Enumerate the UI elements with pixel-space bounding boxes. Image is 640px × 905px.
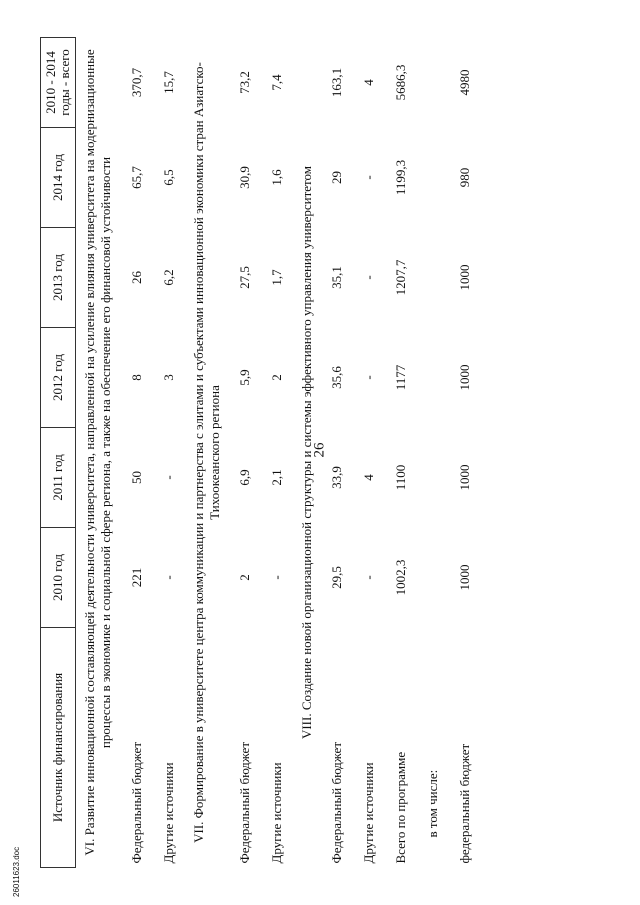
financing-table	[40, 37, 481, 868]
cell: 26	[128, 270, 144, 284]
row-label: Другие источники	[361, 761, 377, 863]
cell	[417, 227, 449, 327]
page-number: 26	[311, 442, 328, 458]
table-row	[417, 37, 449, 867]
cell: 29	[329, 170, 345, 184]
cell: 1,6	[269, 168, 284, 186]
cell: 6,5	[160, 168, 176, 186]
cell: -	[361, 174, 377, 180]
cell: 1000	[457, 564, 473, 590]
row-label: в том числе:	[425, 769, 441, 837]
cell: 27,5	[237, 265, 252, 289]
cell: 30,9	[237, 165, 252, 189]
cell: 1002,3	[393, 559, 409, 595]
cell: 5686,3	[393, 64, 409, 100]
cell: 1207,7	[393, 259, 409, 295]
cell: 370,7	[128, 67, 144, 97]
cell: 2	[269, 373, 284, 381]
cell: 1000	[457, 364, 473, 390]
cell: -	[361, 574, 377, 580]
section-title-row	[185, 37, 230, 867]
table-row	[229, 37, 261, 867]
header-total: 2010 - 2014 годы - всего	[41, 37, 76, 127]
header-source: Источник финансирования	[41, 627, 76, 867]
cell: 73,2	[237, 70, 252, 94]
section-title: VII. Формирование в университете центра коммуникации и партнерства с элитами и субъектами инновационной экономики стран Азиатско-Тихоокеанского региона	[190, 61, 222, 843]
header-2012: 2012 год	[41, 327, 76, 427]
cell	[417, 327, 449, 427]
cell: 1000	[457, 264, 473, 290]
cell: 65,7	[128, 165, 144, 189]
row-label: Всего по программе	[393, 751, 409, 863]
cell: 8	[128, 373, 144, 381]
row-label: федеральный бюджет	[457, 743, 473, 863]
cell	[417, 427, 449, 527]
row-label: Федеральный бюджет	[237, 741, 252, 863]
cell: 4	[361, 473, 377, 481]
cell: 33,9	[329, 465, 345, 489]
table-header-row	[41, 37, 76, 867]
section-title-row	[293, 37, 321, 867]
cell: 1000	[457, 464, 473, 490]
section-title-row	[76, 37, 121, 867]
cell: 6,9	[237, 468, 252, 486]
row-label: Другие источники	[160, 761, 176, 863]
cell: 221	[128, 567, 144, 587]
cell: 35,6	[329, 365, 345, 389]
cell: 5,9	[237, 368, 252, 386]
section-title: VIII. Создание новой организационной структуры и системы эффективного управления университетом	[299, 165, 314, 739]
header-2010: 2010 год	[41, 527, 76, 627]
cell: -	[160, 474, 176, 480]
document-code: 26011623.doc	[12, 846, 21, 897]
cell: 7,4	[269, 73, 284, 91]
cell: 1199,3	[393, 159, 409, 195]
cell: 2	[237, 573, 252, 581]
cell: 50	[128, 470, 144, 484]
cell: -	[269, 574, 284, 580]
header-2011: 2011 год	[41, 427, 76, 527]
cell: 2,1	[269, 468, 284, 486]
row-label: Другие источники	[269, 761, 284, 863]
table-row	[261, 37, 293, 867]
row-label: Федеральный бюджет	[128, 741, 144, 863]
cell: 35,1	[329, 265, 345, 289]
cell: -	[361, 374, 377, 380]
cell	[417, 37, 449, 127]
cell: 4980	[457, 69, 473, 95]
table-row	[153, 37, 185, 867]
cell: 29,5	[329, 565, 345, 589]
table-row	[449, 37, 481, 867]
row-label: Федеральный бюджет	[329, 741, 345, 863]
table-row	[321, 37, 353, 867]
cell	[417, 527, 449, 627]
cell: 1,7	[269, 268, 284, 286]
table-row	[353, 37, 385, 867]
cell: -	[160, 574, 176, 580]
cell	[417, 127, 449, 227]
header-2013: 2013 год	[41, 227, 76, 327]
rotated-table-wrapper	[40, 38, 600, 868]
table-row	[121, 37, 153, 867]
table-row	[385, 37, 417, 867]
cell: 4	[361, 78, 377, 86]
cell: 163,1	[329, 67, 345, 97]
cell: 6,2	[160, 268, 176, 286]
cell: 3	[160, 373, 176, 381]
cell: 980	[457, 167, 473, 187]
cell: 1177	[393, 364, 409, 390]
cell: 15,7	[160, 70, 176, 94]
cell: -	[361, 274, 377, 280]
cell: 1100	[393, 464, 409, 490]
section-title: VI. Развитие инновационной составляющей деятельности университета, направленной на усиление влияния университета на модернизационные процессы в экономике и социальной сфере региона, а также на обеспечение его финансовой устойчивости	[82, 48, 114, 856]
header-2014: 2014 год	[41, 127, 76, 227]
